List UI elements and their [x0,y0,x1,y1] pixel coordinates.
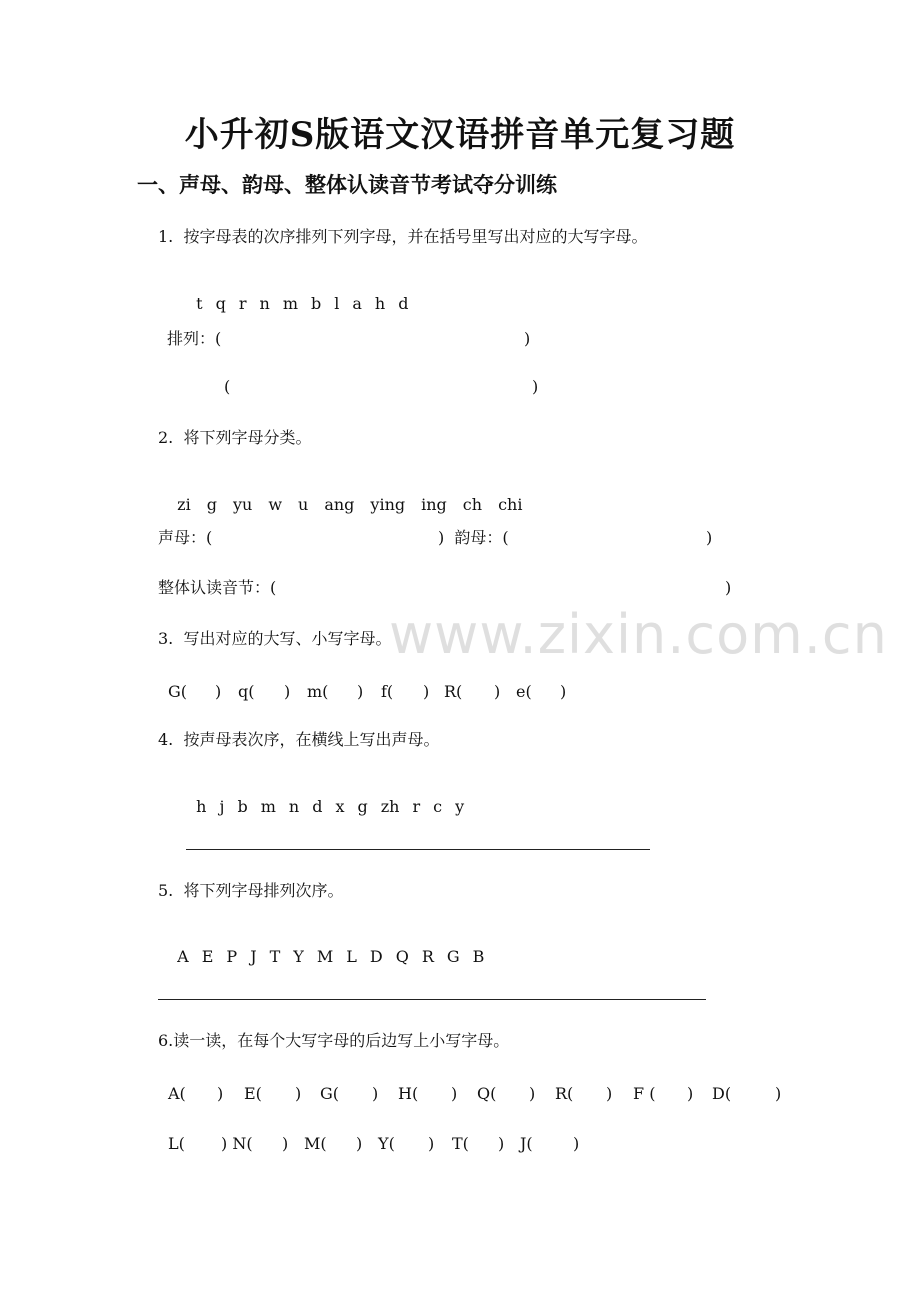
letter: b [311,294,322,313]
question-6-prompt: 6.读一读，在每个大写字母的后边写上小写字母。 [158,1031,510,1050]
letter: r [238,294,247,313]
letter: J [250,947,257,966]
answer-pair: ) [606,1084,613,1103]
letter: j [219,797,225,816]
answer-pair: ) [560,682,567,701]
syllable: g [206,495,217,514]
letter: h [196,797,207,816]
letter: E [201,947,214,966]
answer-line[interactable] [158,999,706,1000]
answer-pair: ) [494,682,501,701]
answer-line[interactable] [186,849,650,850]
answer-pair: ) [529,1084,536,1103]
answer-pair: ) [423,682,430,701]
letter: d [398,294,409,313]
syllable: ch [462,495,483,514]
letter: c [433,797,443,816]
question-3-prompt: 3. 写出对应的大写、小写字母。 [158,629,392,648]
letter: T [269,947,281,966]
answer-pair: A( [168,1084,186,1103]
answer-pair: ) [428,1134,435,1153]
syllable: ying [370,495,406,514]
letter: D [369,947,383,966]
bracket-close: ) [706,528,713,547]
answer-pair: G( [168,682,188,701]
letter: R [421,947,434,966]
letter: a [352,294,362,313]
answer-pair: M( [304,1134,327,1153]
answer-pair: R( [444,682,463,701]
letter: P [226,947,238,966]
answer-pair: ) [687,1084,694,1103]
answer-pair: T( [452,1134,469,1153]
question-1-prompt: 1. 按字母表的次序排列下列字母，并在括号里写出对应的大写字母。 [158,227,648,246]
answer-pair: H( [398,1084,419,1103]
answer-pair: e( [516,682,532,701]
answer-pair: ) [284,682,291,701]
letter: b [237,797,248,816]
letter: n [288,797,300,816]
question-4-letters [186,783,477,815]
letter: Q [395,947,409,966]
answer-pair: F ( [633,1084,656,1103]
syllable: ing [421,495,447,514]
answer-pair: G( [320,1084,340,1103]
answer-pair: ) [372,1084,379,1103]
letter: A [177,947,189,966]
letter: Y [293,947,304,966]
letter: zh [380,797,400,816]
yunmu-label: ) 韵母：( [438,528,509,547]
answer-pair: J( [520,1134,533,1153]
shengmu-label: 声母：( [158,528,213,547]
document-title: 小升初S版语文汉语拼音单元复习题 [184,115,736,155]
letter: y [455,797,465,816]
answer-pair: ) [295,1084,302,1103]
letter: d [312,797,323,816]
letter: B [472,947,485,966]
question-1-letters [186,280,421,312]
letter: m [260,797,276,816]
answer-pair: ) [217,1084,224,1103]
question-4-prompt: 4. 按声母表次序，在横线上写出声母。 [158,730,440,749]
letter: L [346,947,357,966]
answer-pair: ) [356,1134,363,1153]
letter: x [335,797,345,816]
arrange-label: 排列：( [167,329,222,348]
answer-pair: D( [712,1084,732,1103]
answer-pair: L( [168,1134,185,1153]
syllable: ang [324,495,355,514]
letter: M [316,947,334,966]
letter: G [446,947,460,966]
bracket-close: ) [524,329,531,348]
question-2-letters [167,481,538,513]
answer-pair: m( [307,682,329,701]
letter: q [215,294,226,313]
letter: n [259,294,270,313]
answer-pair: Y( [378,1134,395,1153]
answer-pair: ) [775,1084,782,1103]
letter: t [196,294,203,313]
syllable: u [298,495,309,514]
syllable: w [268,495,283,514]
syllable: zi [177,495,191,514]
letter: m [282,294,298,313]
bracket-close: ) [725,578,732,597]
letter: r [412,797,421,816]
answer-pair: ) [215,682,222,701]
answer-pair: ) [451,1084,458,1103]
zhengti-label: 整体认读音节：( [158,578,277,597]
letter: h [374,294,386,313]
answer-pair: ) [357,682,364,701]
answer-pair: R( [555,1084,574,1103]
syllable: yu [232,495,253,514]
bracket-open: ( [224,377,231,396]
question-2-prompt: 2. 将下列字母分类。 [158,428,312,447]
answer-pair: f( [381,682,394,701]
syllable: chi [498,495,523,514]
question-5-prompt: 5. 将下列字母排列次序。 [158,881,344,900]
answer-pair: ) [573,1134,580,1153]
answer-pair: q( [238,682,255,701]
answer-pair: ) [498,1134,505,1153]
answer-pair: ) N( [221,1134,253,1153]
watermark-text: www.zixin.com.cn [389,603,888,666]
question-5-letters [167,933,497,965]
answer-pair: Q( [477,1084,497,1103]
answer-pair: E( [244,1084,262,1103]
letter: g [357,797,368,816]
answer-pair: ) [282,1134,289,1153]
bracket-close: ) [532,377,539,396]
section-heading: 一、声母、韵母、整体认读音节考试夺分训练 [137,172,557,197]
letter: l [334,294,340,313]
